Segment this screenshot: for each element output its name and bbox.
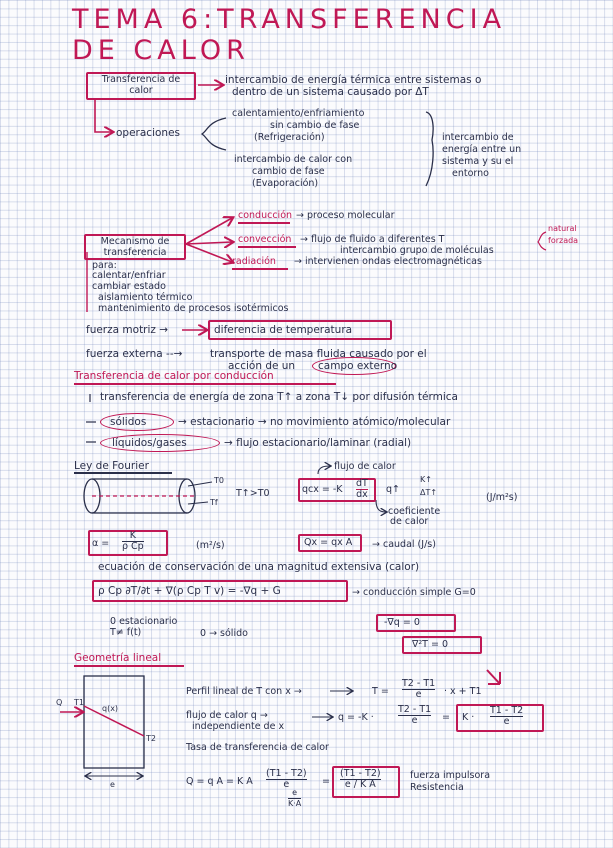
term-transferencia: Transferencia de calor bbox=[101, 74, 181, 96]
flow-box-num: T1 - T2 bbox=[490, 705, 524, 716]
stationary-label: 0 estacionario bbox=[110, 616, 178, 627]
profile-den: e bbox=[402, 689, 435, 700]
impulsora-label: fuerza impulsora bbox=[410, 770, 491, 781]
conduccion-desc: → proceso molecular bbox=[296, 210, 395, 221]
ul-geometry bbox=[74, 665, 184, 667]
op1-line2: sin cambio de fase bbox=[270, 120, 360, 131]
definition-line1: intercambio de energía térmica entre sistemas o bbox=[225, 74, 482, 86]
fourier-lhs: qcx = -K bbox=[302, 484, 343, 495]
solidos-label: sólidos bbox=[110, 416, 147, 428]
t2-label: T2 bbox=[146, 734, 156, 743]
page-title: TEMA 6:TRANSFERENCIA bbox=[72, 4, 507, 35]
e-label: e bbox=[110, 780, 115, 789]
flow-lhs: q = -K · bbox=[338, 712, 374, 723]
conservation-eq: ρ Cp ∂T/∂t + ∇(ρ Cp T v) = -∇q + G bbox=[98, 585, 281, 597]
conv-natural: natural bbox=[548, 224, 577, 233]
final-box-den: e / K A bbox=[340, 779, 381, 790]
fourier-den: dx bbox=[356, 489, 368, 500]
label-t0: T0 bbox=[214, 476, 224, 485]
arrow-conduccion bbox=[186, 218, 232, 244]
t1-label: T1 bbox=[74, 698, 84, 707]
alpha-lhs: α = bbox=[92, 538, 110, 549]
externa-text1: transporte de masa fluida causado por el bbox=[210, 348, 427, 360]
tf-t-label: T≠ f(t) bbox=[110, 627, 142, 638]
conservation-heading: ecuación de conservación de una magnitud extensiva (calor) bbox=[98, 561, 420, 573]
flow-label2: independiente de x bbox=[192, 721, 285, 732]
profile-rest: · x + T1 bbox=[444, 686, 482, 697]
fourier-num: dT bbox=[356, 478, 368, 489]
alpha-den: ρ Cp bbox=[122, 541, 144, 552]
ul-conveccion bbox=[238, 246, 296, 248]
laplace-eq: ∇²T = 0 bbox=[412, 639, 449, 650]
use-item: cambiar estado bbox=[92, 281, 166, 292]
coef-line2: de calor bbox=[390, 516, 429, 527]
solid-zero: 0 → sólido bbox=[200, 628, 248, 639]
final-box-num: (T1 - T2) bbox=[340, 768, 381, 779]
units-q: (J/m²s) bbox=[486, 492, 518, 503]
right-line4: entorno bbox=[452, 168, 489, 179]
flow-box-lhs: K · bbox=[462, 712, 475, 723]
rate-label: Tasa de transferencia de calor bbox=[186, 742, 329, 753]
conduccion-heading: Transferencia de calor por conducción bbox=[74, 370, 274, 382]
definition-line2: dentro de un sistema causado por ΔT bbox=[232, 86, 429, 98]
liquidos-desc: → flujo estacionario/laminar (radial) bbox=[224, 437, 412, 449]
flow-num: T2 - T1 bbox=[398, 704, 432, 715]
brace-operations bbox=[202, 118, 226, 150]
use-item: mantenimiento de procesos isotérmicos bbox=[98, 303, 289, 314]
arrow-radiacion bbox=[186, 244, 232, 262]
ul-radiacion bbox=[232, 268, 288, 270]
flujo-calor-label: flujo de calor bbox=[334, 461, 396, 472]
alpha-units: (m²/s) bbox=[196, 540, 225, 551]
arrow-conveccion bbox=[186, 242, 232, 244]
conduccion-desc: transferencia de energía de zona T↑ a zona T↓ por difusión térmica bbox=[100, 391, 458, 403]
fuerza-motriz-label: fuerza motriz → bbox=[86, 324, 169, 336]
qx-label: q(x) bbox=[102, 704, 119, 713]
k-up: K↑ bbox=[420, 475, 432, 484]
final-small-den: K·A bbox=[288, 799, 302, 808]
plate-diagram bbox=[84, 676, 144, 768]
final-small-num: e bbox=[292, 788, 298, 797]
alpha-num: K bbox=[129, 530, 136, 541]
op2-line3: (Evaporación) bbox=[252, 178, 319, 189]
use-item: para: bbox=[92, 260, 117, 271]
mechanism-term: Mecanismo de transferencia bbox=[100, 236, 170, 258]
coef-line1: coeficiente bbox=[388, 506, 441, 517]
motriz-value: diferencia de temperatura bbox=[214, 324, 353, 336]
campo-externo: campo externo bbox=[318, 360, 398, 372]
op1-line3: (Refrigeración) bbox=[254, 132, 325, 143]
right-line3: sistema y su el bbox=[442, 156, 514, 167]
final-num: (T1 - T2) bbox=[266, 768, 307, 779]
ul-fourier bbox=[74, 472, 172, 474]
right-line2: energía entre un bbox=[442, 144, 522, 155]
operations-label: operaciones bbox=[116, 127, 180, 139]
ul-conduccion bbox=[238, 222, 290, 224]
conv-forzada: forzada bbox=[548, 236, 579, 245]
solidos-desc: → estacionario → no movimiento atómico/molecular bbox=[178, 416, 451, 428]
mech-conduccion: conducción bbox=[238, 210, 293, 221]
profile-num: T2 - T1 bbox=[402, 678, 436, 689]
label-tf: Tf bbox=[210, 498, 218, 507]
externa-text2: acción de un bbox=[228, 360, 296, 372]
mech-radiacion: radiación bbox=[232, 256, 276, 267]
op2-line1: intercambio de calor con bbox=[234, 154, 353, 165]
caudal-label: → caudal (J/s) bbox=[372, 539, 436, 550]
profile-label: Perfil lineal de T con x → bbox=[186, 686, 302, 697]
q-in-label: Q bbox=[56, 698, 63, 707]
use-item: aislamiento térmico bbox=[98, 292, 193, 303]
conveccion-desc2: intercambio grupo de moléculas bbox=[340, 245, 494, 256]
simple-conduction: → conducción simple G=0 bbox=[352, 587, 476, 598]
page-title-line2: DE CALOR bbox=[72, 35, 250, 66]
final-lhs: Q = q A = K A bbox=[186, 776, 253, 787]
final-den: e bbox=[266, 779, 307, 790]
dt-up: ΔT↑ bbox=[420, 488, 438, 497]
geometry-heading: Geometría lineal bbox=[74, 652, 162, 664]
conveccion-desc1: → flujo de fluido a diferentes T bbox=[300, 234, 445, 245]
radiacion-desc: → intervienen ondas electromagnéticas bbox=[294, 256, 482, 267]
grad-q: -∇q = 0 bbox=[384, 617, 420, 628]
flow-label1: flujo de calor q → bbox=[186, 710, 268, 721]
fuerza-externa-label: fuerza externa --→ bbox=[86, 348, 183, 360]
mech-conveccion: convección bbox=[238, 234, 292, 245]
arrow-operaciones bbox=[95, 98, 112, 132]
qx-eq: Qx = qx A bbox=[304, 537, 353, 548]
temp-relation: T↑>T0 bbox=[236, 488, 270, 499]
brace-right bbox=[426, 112, 433, 186]
ul-conduccion-heading bbox=[74, 383, 336, 385]
brace-conv-types bbox=[538, 232, 546, 250]
use-item: calentar/enfriar bbox=[92, 270, 166, 281]
flow-box-den: e bbox=[490, 716, 523, 727]
right-line1: intercambio de bbox=[442, 132, 514, 143]
profile-lhs: T = bbox=[372, 686, 389, 697]
flow-den: e bbox=[398, 715, 431, 726]
liquidos-label: líquidos/gases bbox=[112, 437, 187, 449]
resistencia-label: Resistencia bbox=[410, 782, 464, 793]
fourier-heading: Ley de Fourier bbox=[74, 460, 149, 472]
q-up: q↑ bbox=[386, 484, 400, 495]
op1-line1: calentamiento/enfriamiento bbox=[232, 108, 365, 119]
op2-line2: cambio de fase bbox=[252, 166, 325, 177]
